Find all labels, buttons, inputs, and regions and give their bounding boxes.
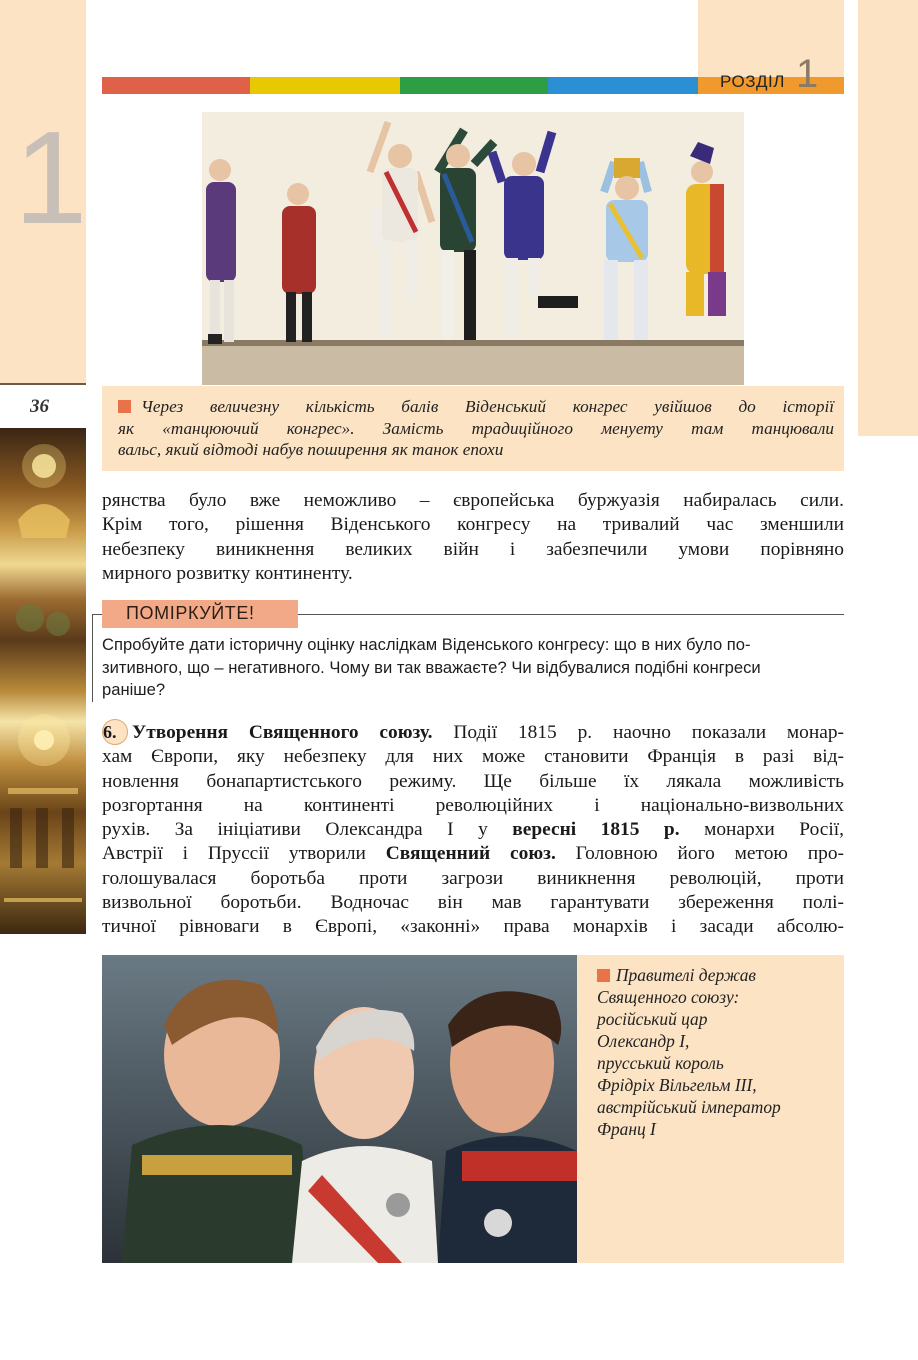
caption-line-text: Через величезну кількість балів Віденський конгрес увійшов до історії (141, 397, 834, 416)
page-number-rule (0, 383, 86, 385)
section-number-badge: 6. (102, 719, 128, 745)
think-box-line: раніше? (102, 680, 166, 699)
paragraph-line (102, 842, 844, 866)
paragraph-line: голошувалася боротьба проти загрози виникнення революцій, проти (102, 867, 844, 889)
paragraph-line (102, 719, 844, 745)
caption-line (118, 396, 834, 418)
paragraph-line: визвольної боротьби. Водночас він мав гарантувати збереження полі- (102, 892, 844, 914)
side-decorative-photo (0, 428, 86, 934)
rulers-portrait-art (102, 955, 577, 1263)
paragraph-text: рухів. За ініціативи Олександра І у (102, 819, 488, 841)
think-box-line: зитивного, що – негативного. Чому ви так вважаєте? Чи відбувалися подібні конгреси (102, 657, 761, 677)
paragraph-text: монархи Росії, (704, 819, 844, 841)
body-paragraph-1 (102, 489, 844, 586)
paragraph-line: хам Європи, яку небезпеку для них може становити Франція в разі від- (102, 746, 844, 768)
paragraph-line: тичної рівноваги в Європі, «законні» права монархів і засади абсолю- (102, 916, 844, 938)
color-bar-green (400, 77, 548, 94)
paragraph-line (102, 818, 844, 842)
color-bar-yellow (250, 77, 400, 94)
paragraph-line: мирного розвитку континенту. (102, 562, 353, 584)
paragraph-text: Австрії і Пруссії утворили (102, 843, 366, 865)
think-box-rule (298, 614, 844, 615)
caption-line: Олександр І, (597, 1031, 690, 1051)
caption-line: прусський король (597, 1053, 724, 1073)
caption-line: Священного союзу: (597, 987, 740, 1007)
color-bar-red (102, 77, 250, 94)
caption-line: Фрідріх Вільгельм ІІІ, (597, 1075, 757, 1095)
bold-date: вересні 1815 р. (512, 819, 680, 841)
caption-line: австрійський імператор (597, 1097, 781, 1117)
caption-line: Франц І (597, 1119, 656, 1139)
caption-line (597, 964, 837, 986)
dancing-figures-art (202, 112, 744, 385)
caption-line: як «танцюючий конгрес». Замість традиційного менуету там танцювали (118, 418, 834, 438)
paragraph-line: новлення бонапартистського режиму. Ще більше їх лякала можливість (102, 770, 844, 792)
section-6-paragraph (102, 719, 844, 940)
page-number: 36 (30, 396, 49, 417)
paragraph-line: розгортання на континенті революційних і національно-визвольних (102, 794, 844, 816)
think-box-line: Спробуйте дати історичну оцінку наслідкам Віденського конгресу: що в них було по- (102, 635, 751, 654)
caption-line-text: Правителі держав (616, 965, 756, 985)
think-box-rule-h (92, 614, 102, 615)
paragraph-line: Крім того, рішення Віденського конгресу на тривалий час зменшили (102, 514, 844, 536)
paragraph-text: Головною його метою про- (575, 843, 844, 865)
portrait-caption (597, 964, 837, 1140)
bold-term: Священний союз. (385, 843, 556, 865)
think-box-label: ПОМІРКУЙТЕ! (102, 600, 298, 628)
side-photo-art (0, 428, 86, 934)
right-margin-strip (858, 0, 918, 436)
paragraph-text: Події 1815 р. наочно показали монар- (453, 722, 844, 743)
chapter-label: РОЗДІЛ (720, 72, 785, 91)
caption-line: вальс, який відтоді набув поширення як танок епохи (118, 440, 504, 459)
section-title: Утворення Священного союзу. (132, 722, 433, 743)
illustration-caption (102, 386, 844, 471)
holy-alliance-rulers-portrait (102, 955, 577, 1263)
dancing-congress-illustration (202, 112, 744, 385)
think-box-rule-v (92, 614, 93, 702)
caption-line: російський цар (597, 1009, 708, 1029)
caption-marker-icon (597, 969, 610, 982)
paragraph-line: рянства було вже неможливо – європейська буржуазія набиралась сили. (102, 490, 844, 511)
caption-marker-icon (118, 400, 131, 413)
chapter-big-number: 1 (14, 104, 88, 251)
think-box-text (102, 634, 844, 702)
chapter-number: 1 (796, 52, 819, 96)
paragraph-line: небезпеку виникнення великих війн і забезпечили умови порівняно (102, 538, 844, 560)
color-bar-blue (548, 77, 698, 94)
